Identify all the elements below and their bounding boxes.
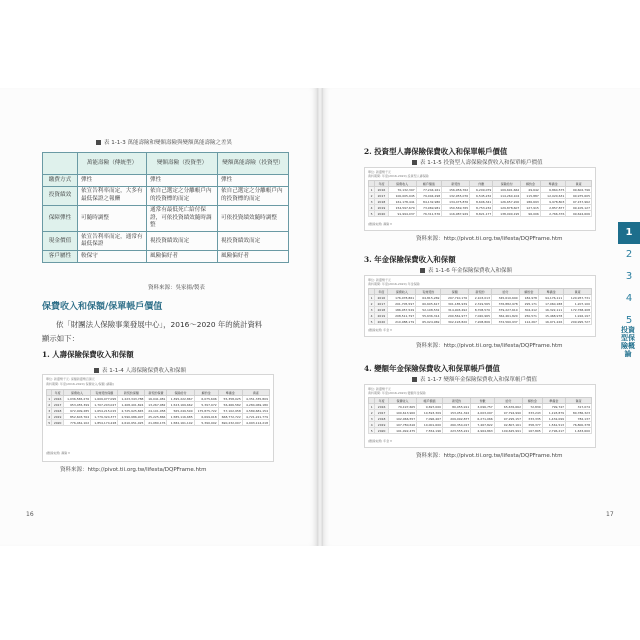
row-label: 保障彈性: [43, 205, 78, 232]
chapter-tab-4[interactable]: 4: [625, 293, 633, 304]
caption-square-icon: [412, 160, 417, 165]
caption-square-icon: [94, 368, 99, 373]
caption-square-icon: [420, 268, 425, 273]
comparison-table: [42, 152, 289, 263]
row-label: 繳費方式: [43, 175, 78, 187]
figure-caption: 表 1-1-5 投資型人壽保險保費收入和保單帳戶價值: [412, 158, 542, 166]
screenshot-header: 資料期間: 年度(2016-2020) 年金保險: [368, 282, 420, 286]
page-number: 17: [606, 511, 614, 518]
screenshot-footer: (數據來源) 壽險 ▾: [46, 451, 70, 455]
screenshot-table: 年度 保費收入 帳戶價值 新契約 件數 保險給付 解約金 準備金 資產 1 2016 70,132,397 77,244,161 156,956,762 6,209,079 109,691,662 49,642 6,864,575 99,602,796 2 2017 100,005,945 79,004,298 132,955,076 6,545,232 114,260,104 115,887 12,020,631 90,975,605 3 2018 161,178,441 84,132,980 134,475,876 8,606,341 126,657,200 186,693 9,978,803 97,157,962 4 2019 154,597,679 73,969,981 150,569,765 8,753,232 129,878,607 127,915 2,857,877 99,105,127 5 2020 91,994,037 76,311,576 116,987,929 8,821,177 138,090,195 96,006 2,766,376 99,624,606: [368, 180, 592, 217]
paragraph-line: 顯示如下：: [42, 334, 79, 343]
chapter-vertical-label: 投資型保險概論: [621, 326, 635, 358]
section-title: 2. 投資型人壽保險保費收入和保單帳戶價值: [364, 147, 508, 156]
table-caption: 表 1-1-3 萬能壽險和變額壽險與變額萬能壽險之差異: [96, 138, 232, 146]
screenshot-footer: (數據來源) 年金 ▾: [368, 328, 392, 332]
table-header-cell: 變額壽險（投資型）: [147, 153, 218, 175]
table-cell: 彈性: [78, 175, 147, 187]
data-screenshot: [364, 275, 596, 337]
table-header-row: [43, 153, 289, 175]
data-screenshot: [364, 384, 596, 448]
table-cell: 依宣告利率而定，通常有最低保證: [78, 232, 147, 251]
figure-source: 資料來源：http://pivot.tii.org.tw/lifesta/DQPFrame.htm: [416, 453, 563, 459]
table-cell: 風險偏好者: [218, 251, 289, 263]
book-gutter: [317, 88, 323, 546]
figure-caption: 表 1-1-7 變額年金保險保費收入和保單帳戶價值: [412, 375, 537, 383]
chapter-tab-2[interactable]: 2: [625, 249, 633, 260]
screenshot-header: 單位: 新臺幣千元: [368, 278, 391, 282]
section-title: 4. 變額年金保險保費收入和保單帳戶價值: [364, 364, 500, 373]
figure-source: 資料來源：http://pivot.tii.org.tw/lifesta/DQPFrame.htm: [60, 467, 207, 473]
screenshot-table: 年度 保費收入 帳戶價值 新契約 件數 給付 解約金 準備金 資產 1 2016 79,197,605 9,697,000 80,055,911 3,096,757 65,676,662 72,830 799,747 317,074 2 2017 100,613,900 10,593,309 153,051,322 4,003,097 97,794,990 333,243 1,193,879 80,786,323 3 2018 102,066,557 7,096,467 209,092,877 6,271,066 97,295,157 333,335 1,432,099 782,137 4 2019 107,780,616 10,001,600 260,354,017 7,467,822 92,807,161 358,377 1,561,513 76,800,378 5 2020 101,992,475 7,554,196 223,555,221 4,964,863 109,625,991 167,805 2,796,217 1,633,600: [368, 397, 592, 434]
caption-square-icon: [412, 377, 417, 382]
screenshot-table: 年度 保費收入 有效契約 保額 新契約 給付 解約金 準備金 資產 1 2016 176,078,861 64,815,269 297,710,176 2,103,013 345,610,690 182,978 94,176,111 120,957,731 2 2017 201,705,597 60,605,617 301,185,939 2,319,565 376,882,978 295,171 17,060,188 1,207,100 3 2018 186,057,529 52,108,532 314,903,492 8,708,570 379,227,610 304,412 16,322,111 172,768,408 4 2019 208,511,797 55,636,314 290,561,977 7,020,965 362,461,820 250,571 15,468,978 1,916,197 5 2020 210,088,179 65,024,969 302,193,820 7,208,806 372,560,937 112,267 16,971,226 209,995,727: [368, 288, 592, 325]
table-cell: 通常有最低死亡給付保證，可依投資績效隨時調整: [147, 205, 218, 232]
chapter-tab-1[interactable]: 1: [618, 222, 640, 244]
screenshot-header: 資料期間: 年度(2016-2020) 投資型人壽保險: [368, 174, 429, 178]
screenshot-header: 單位: 新臺幣千元: [368, 387, 391, 391]
table-cell: 可依投資績效隨時調整: [218, 205, 289, 232]
table-header-cell: 變額萬能壽險（投資型）: [218, 153, 289, 175]
chapter-tab-3[interactable]: 3: [625, 271, 633, 282]
chapter-tabs: [618, 222, 640, 332]
screenshot-footer: (數據來源) 年金 ▾: [368, 439, 392, 443]
data-screenshot: [42, 374, 274, 462]
section-title: 保費收入和保額/保單帳戶價值: [42, 302, 163, 312]
table-cell: 視投資績效而定: [218, 232, 289, 251]
paragraph-line: 依「財團法人保險事業發展中心」，2016～2020 年的統計資料: [56, 320, 263, 329]
table-cell: 可隨時調整: [78, 205, 147, 232]
row-label: 投資績效: [43, 186, 78, 205]
row-label: 客戶屬性: [43, 251, 78, 263]
subsection-title: 1. 人壽保險保費收入和保額: [42, 350, 134, 359]
table-header-cell: [43, 153, 78, 175]
table-cell: 彈性: [218, 175, 289, 187]
screenshot-header: 資料期間: 年度(2016-2020) 變額年金保險: [368, 391, 426, 395]
table-row: [43, 232, 289, 251]
table-row: [43, 251, 289, 263]
data-screenshot: [364, 167, 596, 231]
figure-source: 資料來源：http://pivot.tii.org.tw/lifesta/DQPFrame.htm: [416, 236, 563, 242]
table-cell: 依自己選定之分離帳戶內的投資標的而定: [147, 186, 218, 205]
table-cell: 依宣告利率而定，大多有最低保證之報酬: [78, 186, 147, 205]
figure-caption: 表 1-1-4 人壽保險保費收入和保額: [94, 366, 186, 374]
caption-square-icon: [96, 140, 101, 145]
figure-caption: 表 1-1-6 年金保險保費收入和保額: [420, 266, 512, 274]
table-cell: 彈性: [147, 175, 218, 187]
table-row: [43, 205, 289, 232]
screenshot-header: 單位: 新臺幣千元; 保額新臺幣百萬元: [46, 377, 95, 381]
page-number: 16: [26, 511, 34, 518]
table-cell: 較保守: [78, 251, 147, 263]
screenshot-header: 單位: 新臺幣千元: [368, 170, 391, 174]
chapter-tab-5[interactable]: 5: [625, 315, 633, 326]
table-row: [43, 186, 289, 205]
row-label: 現金價值: [43, 232, 78, 251]
screenshot-table: 年度 保費收入 有效契約保額 新契約保額 新契約保費 保險給付 解約金 準備金 資產 1 2016 1,036,565,276 1,609,077,095 1,223,343,788 16,041,081 1,395,222,867 6,075,696 55,358,025 4,351,335,809 2 2017 953,455,399 1,707,203,027 1,408,401,824 13,267,082 1,523,169,662 5,397,972 56,466,582 4,284,069,180 3 2018 972,009,285 1,654,215,015 2,725,925,845 24,101,058 565,249,590 175,875,722 57,102,958 4,589,681,154 4 2019 852,603,764 1,779,324,377 2,590,986,907 25,225,866 1,585,116,685 6,699,918 668,772,722 4,721,221,779 5 2020 776,461,102 1,854,174,228 2,610,951,025 21,080,176 1,582,161,102 5,390,902 690,232,007 4,993,114,218: [48, 390, 268, 425]
screenshot-footer: (數據來源) 壽險 ▾: [368, 222, 392, 226]
table-row: [43, 175, 289, 187]
table-header-cell: 萬能壽險（傳統型）: [78, 153, 147, 175]
table-cell: 視投資績效而定: [147, 232, 218, 251]
figure-source: 資料來源：http://pivot.tii.org.tw/lifesta/DQPFrame.htm: [416, 343, 563, 349]
section-title: 3. 年金保險保費收入和保額: [364, 255, 456, 264]
table-source: 資料來源：吳家揚/製表: [148, 285, 205, 291]
table-cell: 依自己選定之分離帳戶內的投資標的而定: [218, 186, 289, 205]
screenshot-header: 資料期間: 年度(2016-2020) 保費收入/保額 (壽險): [46, 382, 114, 386]
table-cell: 風險偏好者: [147, 251, 218, 263]
